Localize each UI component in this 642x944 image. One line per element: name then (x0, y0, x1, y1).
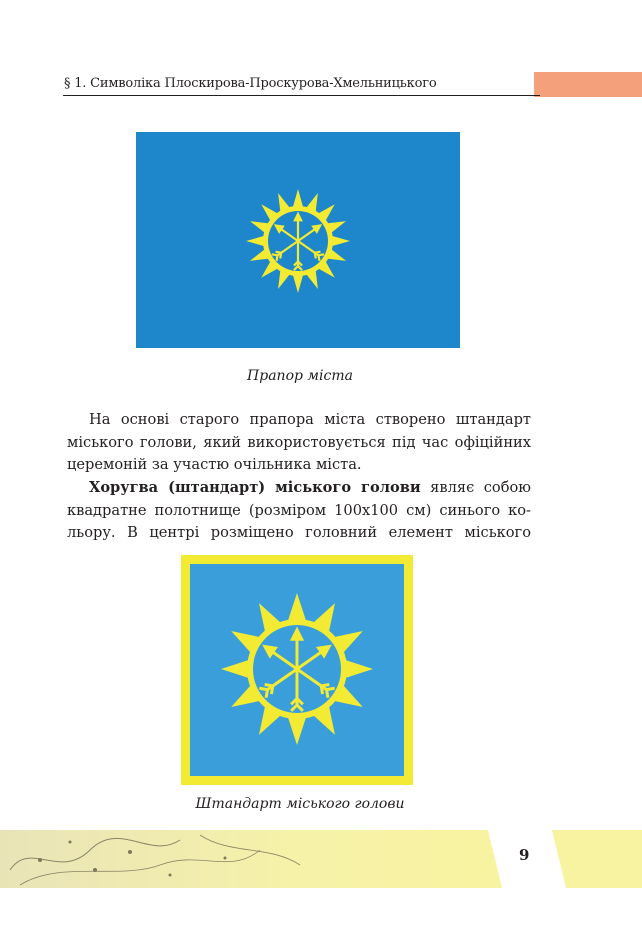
sun-arrows-emblem-icon (241, 184, 355, 298)
paragraph-2-line-1-rest: являє собою (420, 479, 531, 496)
standard-term-bold: Хоругва (штандарт) міського голови (89, 479, 421, 496)
mayor-standard-image (181, 555, 413, 785)
paragraph-1-line-1: На основі старого прапора міста створено штандарт (89, 411, 531, 428)
flag-caption: Прапор міста (247, 368, 353, 384)
paragraph-1-line-3: церемоній за участю очільника міста. (67, 456, 362, 473)
standard-sun-arrows-emblem-icon (219, 591, 375, 747)
city-flag-image (136, 132, 460, 348)
footer-map-band (0, 830, 642, 888)
paragraph-1 (67, 409, 531, 477)
paragraph-2 (67, 477, 531, 545)
header-accent-tab (534, 72, 642, 97)
paragraph-1-line-2: міського голови, який використовується під час офіційних (67, 433, 531, 451)
paragraph-2-line-1 (89, 477, 531, 500)
page-number: 9 (519, 846, 530, 864)
header-rule (63, 95, 540, 96)
paragraph-2-line-3: льору. В центрі розміщено головний елемент міського (67, 524, 531, 541)
running-header-title: § 1. Символіка Плоскирова-Проскурова-Хмельницького (64, 76, 437, 91)
standard-caption: Штандарт міського голови (195, 796, 405, 812)
paragraph-2-line-2: квадратне полотнище (розміром 100х100 см) синього ко- (67, 501, 531, 519)
